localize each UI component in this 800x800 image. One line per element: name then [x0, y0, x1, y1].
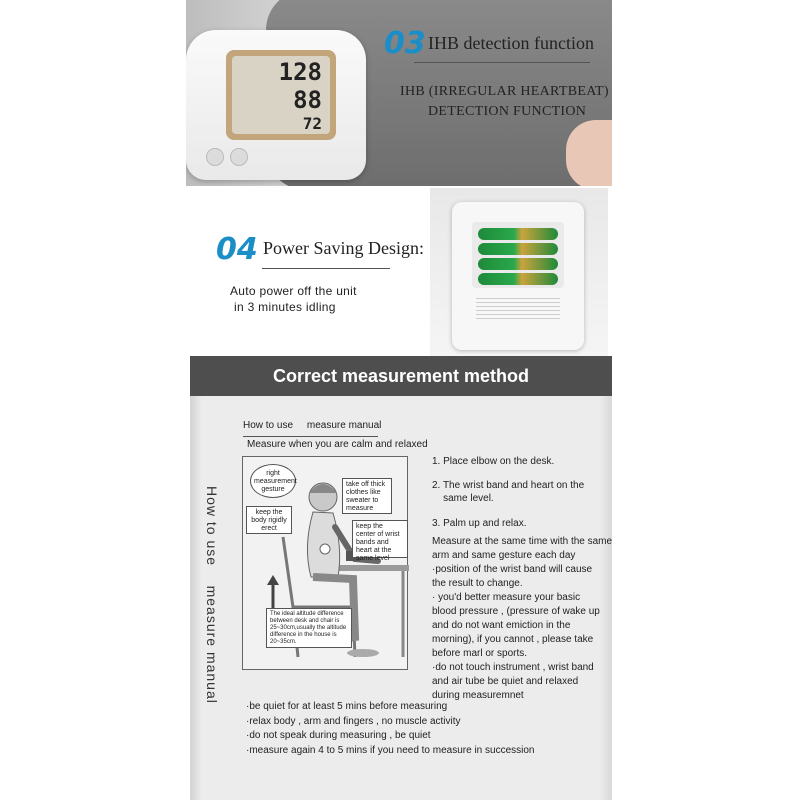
bottom-notes	[246, 700, 535, 758]
vertical-howto-label: How to use measure manual	[204, 486, 220, 704]
power-desc-line1: Auto power off the unit	[230, 284, 357, 298]
note-line: blood pressure , (pressure of wake up	[432, 606, 600, 617]
note-line: during measuremnet	[432, 690, 524, 701]
lcd-systolic: 128	[278, 58, 322, 86]
section-number-04: 04	[216, 232, 258, 267]
arm	[566, 120, 612, 186]
ihb-desc-line2: DETECTION FUNCTION	[428, 104, 587, 119]
power-button-icon	[206, 148, 224, 166]
ihb-title: IHB detection function	[428, 33, 594, 53]
step-3: 3. Palm up and relax.	[432, 518, 527, 529]
battery-icon	[478, 273, 558, 285]
lcd-diastolic: 88	[293, 86, 322, 114]
device-back-case	[452, 202, 584, 350]
blood-pressure-monitor	[186, 30, 366, 180]
monitor-screen	[226, 50, 336, 140]
bottom-note: ·be quiet for at least 5 mins before measuring	[246, 701, 448, 712]
section-number-03: 03	[384, 26, 426, 61]
power-title: Power Saving Design:	[263, 238, 424, 258]
note-line: before marl or sports.	[432, 648, 528, 659]
callout-altitude: The ideal altitude difference between desk and chair is 25~30cm,usually the altitude difference in the house is 20~35cm.	[266, 608, 352, 648]
howto-title: How to use measure manual	[243, 420, 378, 437]
memory-button-icon	[230, 148, 248, 166]
bottom-note: ·relax body , arm and fingers , no muscle activity	[246, 715, 461, 727]
note-line: and air tube be quiet and relaxed	[432, 676, 579, 687]
lcd-display	[232, 56, 330, 134]
note-line: the result to change.	[432, 578, 523, 589]
step-2-cont: same level.	[432, 493, 494, 504]
step-2: 2. The wrist band and heart on the	[432, 480, 585, 491]
note-line: ·position of the wrist band will cause	[432, 564, 593, 575]
howto-subtitle: Measure when you are calm and relaxed	[247, 439, 428, 450]
note-line: Measure at the same time with the same	[432, 536, 613, 547]
note-line: morning), if you cannot , please take	[432, 634, 594, 645]
power-desc-line2: in 3 minutes idling	[234, 300, 336, 314]
callout-keep-center: keep the center of wrist bands and heart at the same level	[352, 520, 408, 558]
ihb-desc-line1: IHB (IRREGULAR HEARTBEAT)	[400, 84, 609, 99]
callout-right-gesture: right measurement gesture	[250, 464, 296, 498]
callout-take-off-clothes: take off thick clothes like sweater to measure	[342, 478, 392, 514]
battery-icon	[478, 228, 558, 240]
device-label	[476, 298, 560, 320]
battery-compartment-photo	[430, 188, 608, 356]
lcd-pulse: 72	[302, 114, 322, 133]
note-line: arm and same gesture each day	[432, 550, 576, 561]
note-line: and do not want emiction in the	[432, 620, 571, 631]
method-header: Correct measurement method	[190, 356, 612, 396]
bottom-note: ·measure again 4 to 5 mins if you need to measure in succession	[246, 744, 535, 756]
note-line: · you'd better measure your basic	[432, 592, 581, 603]
step-1: 1. Place elbow on the desk.	[432, 456, 555, 467]
bottom-note: ·do not speak during measuring , be quiet	[246, 730, 431, 741]
battery-icon	[478, 258, 558, 270]
callout-keep-body-erect: keep the body rigidly erect	[246, 506, 292, 534]
power-divider	[262, 268, 390, 269]
battery-bay	[472, 222, 564, 288]
ihb-divider	[414, 62, 590, 63]
note-line: ·do not touch instrument , wrist band	[432, 662, 594, 673]
battery-icon	[478, 243, 558, 255]
